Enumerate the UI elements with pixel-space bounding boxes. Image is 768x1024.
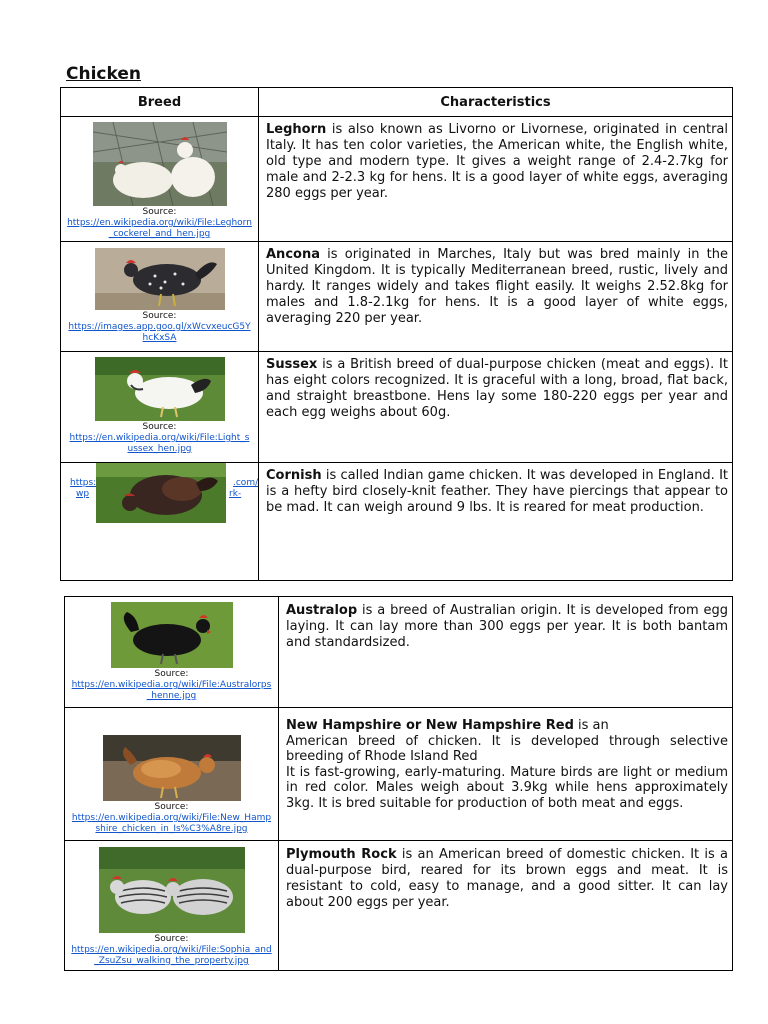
source-link-fragment[interactable]: wp: [76, 489, 90, 499]
australop-photo: [111, 602, 233, 668]
source-label: Source:: [142, 311, 177, 321]
breed-name: Leghorn: [266, 122, 327, 137]
source-label: Source:: [154, 669, 189, 679]
source-link-fragment[interactable]: .com/: [233, 478, 259, 488]
source-link-fragment[interactable]: rk-: [229, 489, 242, 499]
breed-image-cell: [65, 597, 279, 708]
breed-description: [279, 841, 733, 971]
breed-text: is called Indian game chicken. It was developed in England. It is a hefty bird closely-knit feather. They have piercings that appear to be mad. It can weigh around 9 lbs. It is reared for meat production.: [266, 468, 728, 515]
breed-image-cell: [65, 841, 279, 971]
source-label: Source:: [154, 934, 189, 944]
source-link-fragment[interactable]: https:: [70, 478, 97, 488]
breed-name: Plymouth Rock: [286, 847, 397, 862]
breed-name: Australop: [286, 603, 358, 618]
source-link[interactable]: https://en.wikipedia.org/wiki/File:Australorps_henne.jpg: [71, 680, 272, 701]
breed-description: [279, 597, 733, 708]
source-label: Source:: [154, 802, 189, 812]
breed-image-cell: [61, 463, 259, 581]
breed-text: American breed of chicken. It is developed through selective breeding of Rhode Island Red: [286, 733, 728, 764]
source-link[interactable]: https://en.wikipedia.org/wiki/File:Leghorn_cockerel_and_hen.jpg: [67, 218, 252, 239]
source-link[interactable]: https://en.wikipedia.org/wiki/File:Light_sussex_hen.jpg: [69, 433, 250, 454]
breed-description: [259, 117, 733, 242]
new-hampshire-photo: [103, 735, 241, 801]
breed-table-1: [60, 87, 733, 581]
breed-text: It is fast-growing, early-maturing. Mature birds are light or medium in red color. Males weigh about 3.9kg while hens approximately 3kg. It is bred suitable for production of both meat and eggs.: [286, 764, 728, 811]
breed-name: New Hampshire or New Hampshire Red: [286, 718, 574, 733]
breed-text: is a breed of Australian origin. It is developed from egg laying. It can lay more than 300 eggs per year. It is both bantam and standardsized.: [286, 603, 728, 650]
breed-image-cell: [61, 117, 259, 242]
breed-name: Sussex: [266, 357, 318, 372]
breed-text: is also known as Livorno or Livornese, originated in central Italy. It has ten color varieties, the American white, the English white, old type and modern type. It gives a weight range of 2.4-2.7kg for male and 2-2.3 kg for hens. It is a good layer of white eggs, averaging 280 eggs per year.: [266, 122, 728, 201]
source-link[interactable]: https://images.app.goo.gl/xWcvxeucG5YhcKxSA: [68, 322, 251, 343]
breed-description: [259, 242, 733, 352]
breed-name: Ancona: [266, 247, 320, 262]
source-link[interactable]: https://en.wikipedia.org/wiki/File:Sophia_and_ZsuZsu_walking_the_property.jpg: [71, 945, 272, 966]
characteristics-header: Characteristics: [259, 88, 733, 117]
breed-image-cell: [65, 708, 279, 841]
source-link[interactable]: https://en.wikipedia.org/wiki/File:New_Hampshire_chicken_in_Is%C3%A8re.jpg: [71, 813, 272, 834]
breed-text: is originated in Marches, Italy but was bred mainly in the United Kingdom. It is typically Mediterranean breed, rustic, lively and hardy. It ranges widely and takes flight easily. It weighs 2.52.8kg for males and 1.8-2.1kg for hens. It is a good layer of white eggs, averaging 220 per year.: [266, 247, 728, 326]
breed-description: [259, 352, 733, 463]
breed-table-2: [64, 596, 733, 971]
ancona-photo: [95, 248, 225, 310]
breed-text: is an American breed of domestic chicken. It is a dual-purpose bird, reared for its brown eggs and meat. It is resistant to cold, easy to manage, and a good sitter. It can lay about 200 eggs per year.: [286, 847, 729, 910]
breed-text: is an: [573, 718, 609, 733]
breed-text: is a British breed of dual-purpose chicken (meat and eggs). It has eight colors recognized. It is graceful with a long, broad, flat back, and straight breastbone. Hens lay some 180-220 eggs per year and each egg weighs about 60g.: [266, 357, 728, 420]
breed-name: Cornish: [266, 468, 322, 483]
cornish-photo: [96, 463, 226, 523]
breed-image-cell: [61, 352, 259, 463]
plymouth-rock-photo: [99, 847, 245, 933]
breed-header: Breed: [61, 88, 259, 117]
breed-description: [259, 463, 733, 581]
source-label: Source:: [142, 422, 177, 432]
sussex-photo: [95, 357, 225, 421]
page-title: Chicken: [66, 64, 141, 84]
breed-image-cell: [61, 242, 259, 352]
breed-description: [279, 708, 733, 841]
source-label: Source:: [142, 207, 177, 217]
leghorn-photo: [93, 122, 227, 206]
